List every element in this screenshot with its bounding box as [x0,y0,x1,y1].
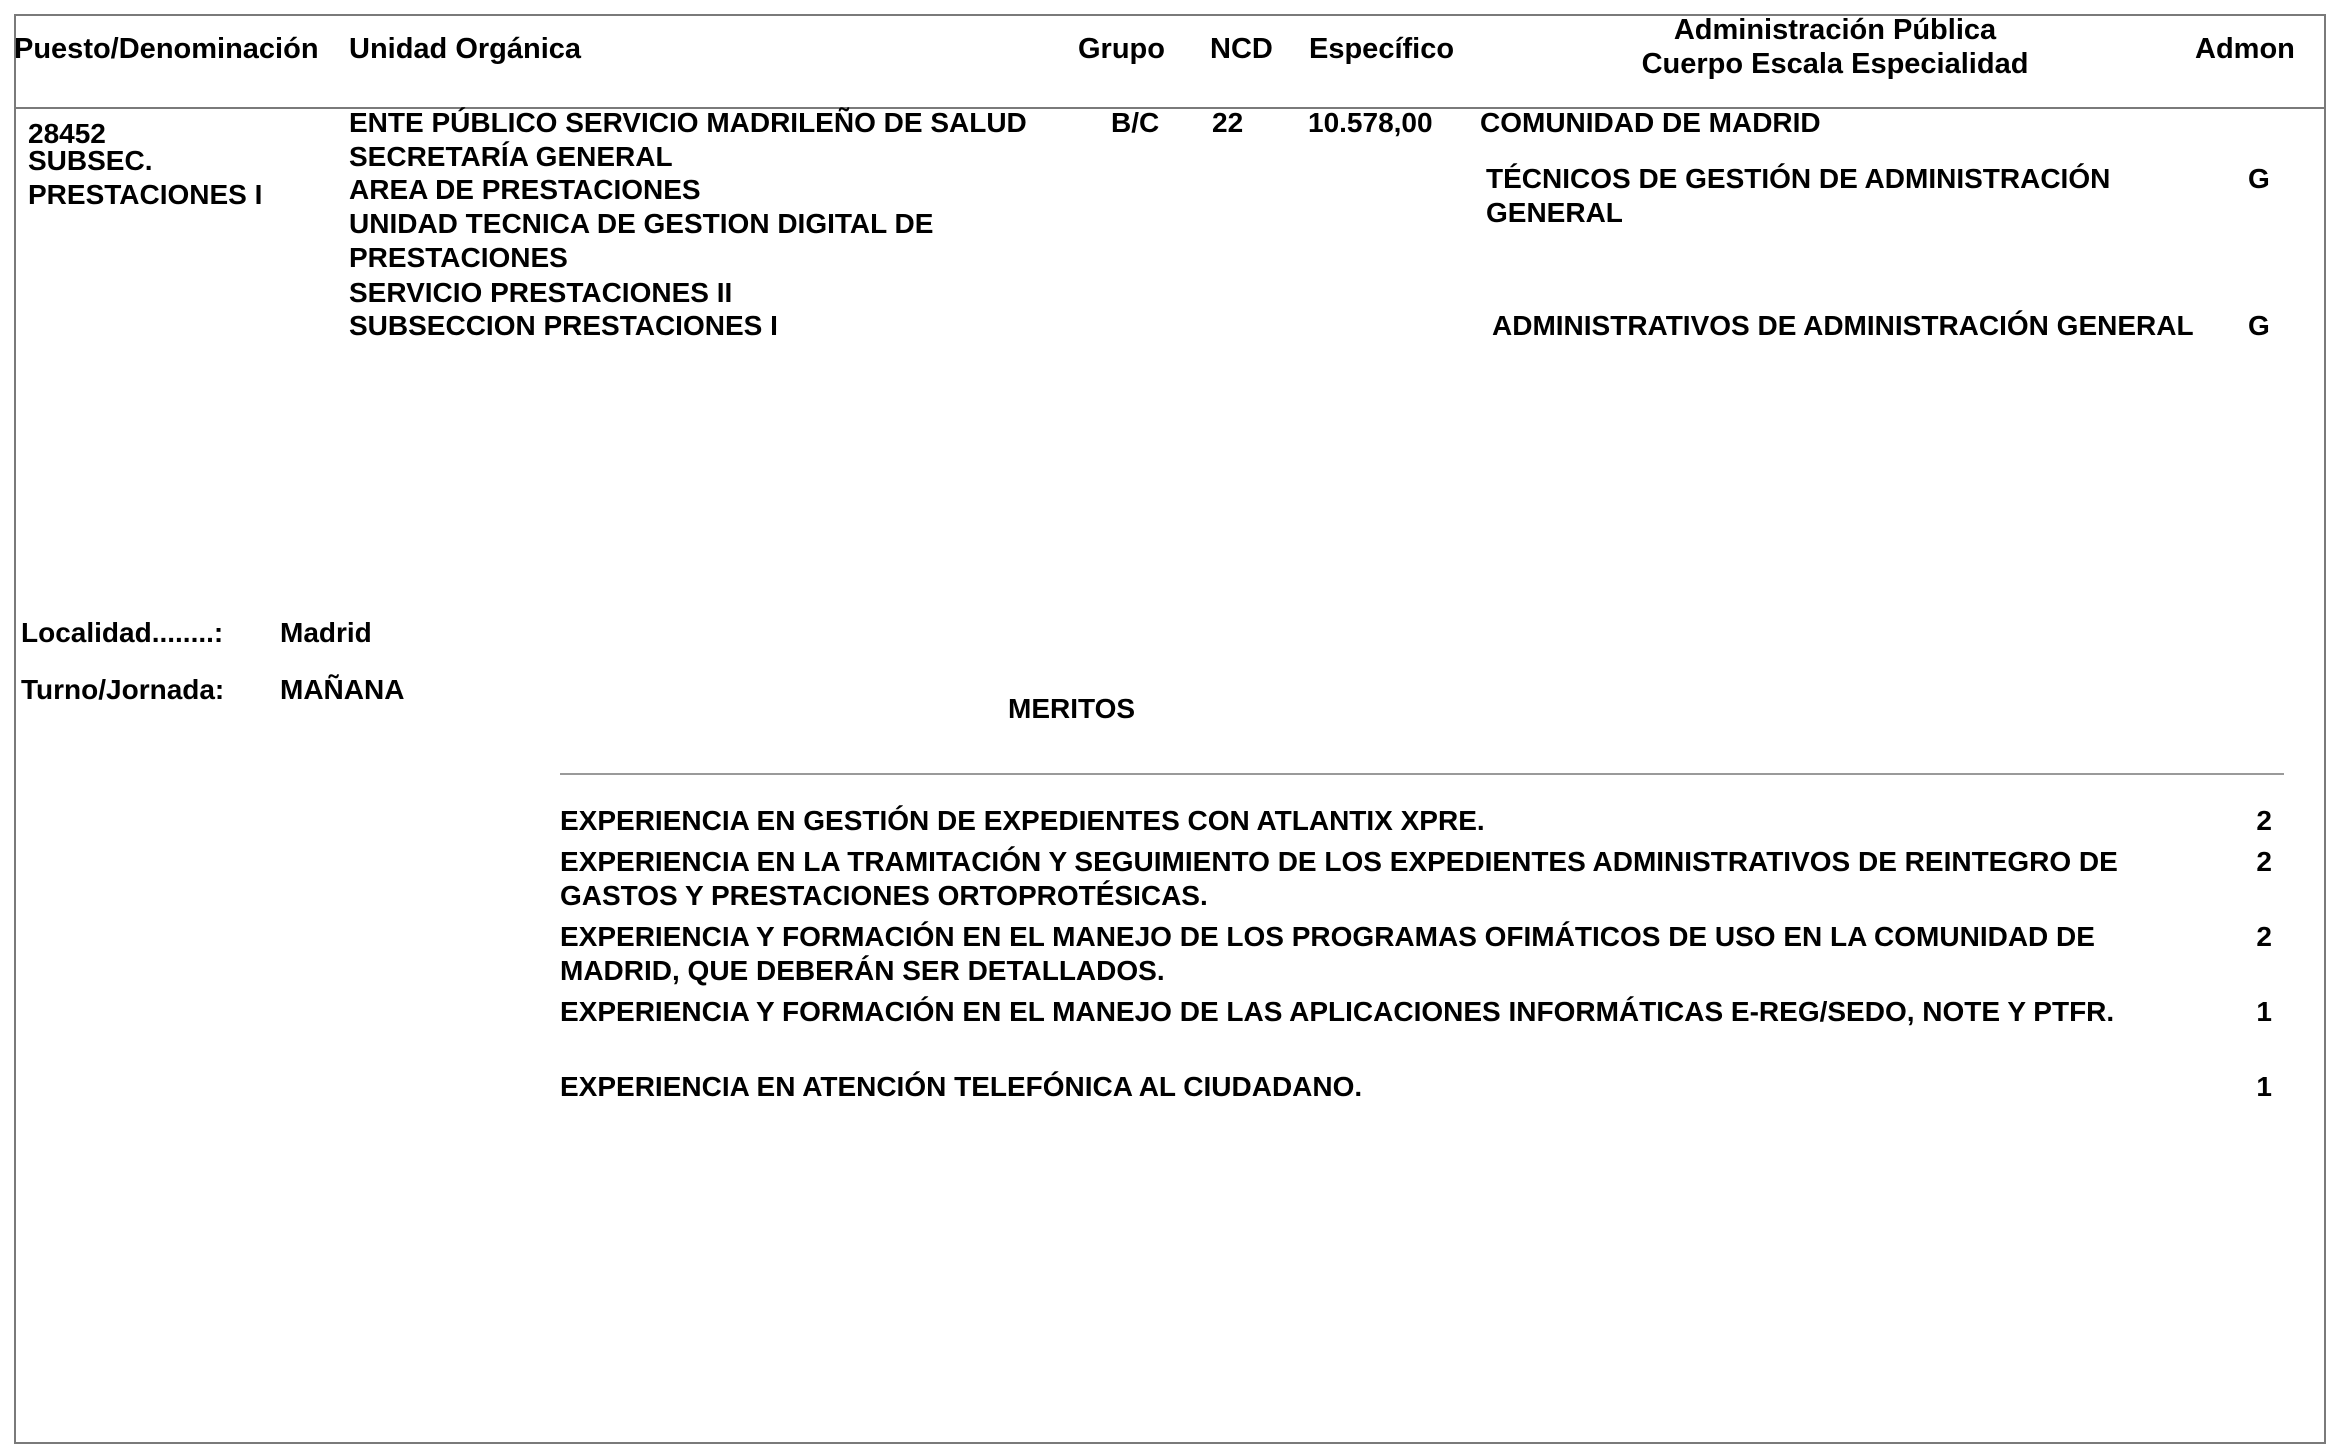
header-puesto: Puesto/Denominación [14,33,319,65]
puesto-name-line1: SUBSEC. [28,145,153,176]
merit-text: EXPERIENCIA EN ATENCIÓN TELEFÓNICA AL CIUDADANO. [560,1071,1363,1102]
merit-text: EXPERIENCIA Y FORMACIÓN EN EL MANEJO DE LAS APLICACIONES INFORMÁTICAS E-REG/SEDO, NOTE Y PTFR. [560,996,2115,1027]
header-ncd: NCD [1210,33,1273,65]
merit-text: EXPERIENCIA EN LA TRAMITACIÓN Y SEGUIMIENTO DE LOS EXPEDIENTES ADMINISTRATIVOS DE REINTEGRO DE GASTOS Y PRESTACIONES ORTOPROTÉSICAS. [560,846,2118,911]
turno-value: MAÑANA [280,674,405,705]
header-especifico: Específico [1309,33,1455,65]
header-admon: Admon [2195,33,2295,65]
grupo-value: B/C [1111,107,1160,138]
header-grupo: Grupo [1078,33,1165,65]
merit-points: 2 [2256,846,2272,877]
puesto-code: 28452 [28,118,106,149]
cuerpo-line: GENERAL [1486,197,1623,228]
cuerpo-line: ADMINISTRATIVOS DE ADMINISTRACIÓN GENERAL [1492,310,2194,341]
merit-text: EXPERIENCIA EN GESTIÓN DE EXPEDIENTES CON ATLANTIX XPRE. [560,805,1485,836]
merit-points: 2 [2256,805,2272,836]
ncd-value: 22 [1212,107,1244,138]
unidad-line: UNIDAD TECNICA DE GESTION DIGITAL DE [349,208,934,239]
merit-points: 1 [2256,1071,2272,1102]
localidad-label: Localidad........: [21,617,224,648]
administracion-value: COMUNIDAD DE MADRID [1480,107,1821,138]
unidad-line: SECRETARÍA GENERAL [349,141,673,172]
merit-text: EXPERIENCIA Y FORMACIÓN EN EL MANEJO DE LOS PROGRAMAS OFIMÁTICOS DE USO EN LA COMUNIDAD DE MADRID, QUE DEBERÁN SER DETALLADOS. [560,921,2095,986]
unidad-line: SERVICIO PRESTACIONES II [349,277,733,308]
cuerpo-line: TÉCNICOS DE GESTIÓN DE ADMINISTRACIÓN [1486,163,2111,194]
admon-value: G [2248,163,2270,194]
puesto-name-line2: PRESTACIONES I [28,179,263,210]
meritos-divider [560,773,2284,775]
header-administracion: Administración Pública [1673,14,1997,46]
header-cuerpo-escala: Cuerpo Escala Especialidad [1641,48,2029,80]
unidad-line: AREA DE PRESTACIONES [349,174,701,205]
merit-points: 2 [2256,921,2272,952]
turno-label: Turno/Jornada: [21,674,225,705]
merit-points: 1 [2256,996,2272,1027]
especifico-value: 10.578,00 [1308,107,1433,138]
header-unidad: Unidad Orgánica [349,33,582,65]
unidad-line: SUBSECCION PRESTACIONES I [349,310,778,341]
meritos-title: MERITOS [1008,693,1136,724]
unidad-line: PRESTACIONES [349,242,568,273]
localidad-value: Madrid [280,617,372,648]
admon-value: G [2248,310,2270,341]
unidad-line: ENTE PÚBLICO SERVICIO MADRILEÑO DE SALUD [349,107,1027,138]
